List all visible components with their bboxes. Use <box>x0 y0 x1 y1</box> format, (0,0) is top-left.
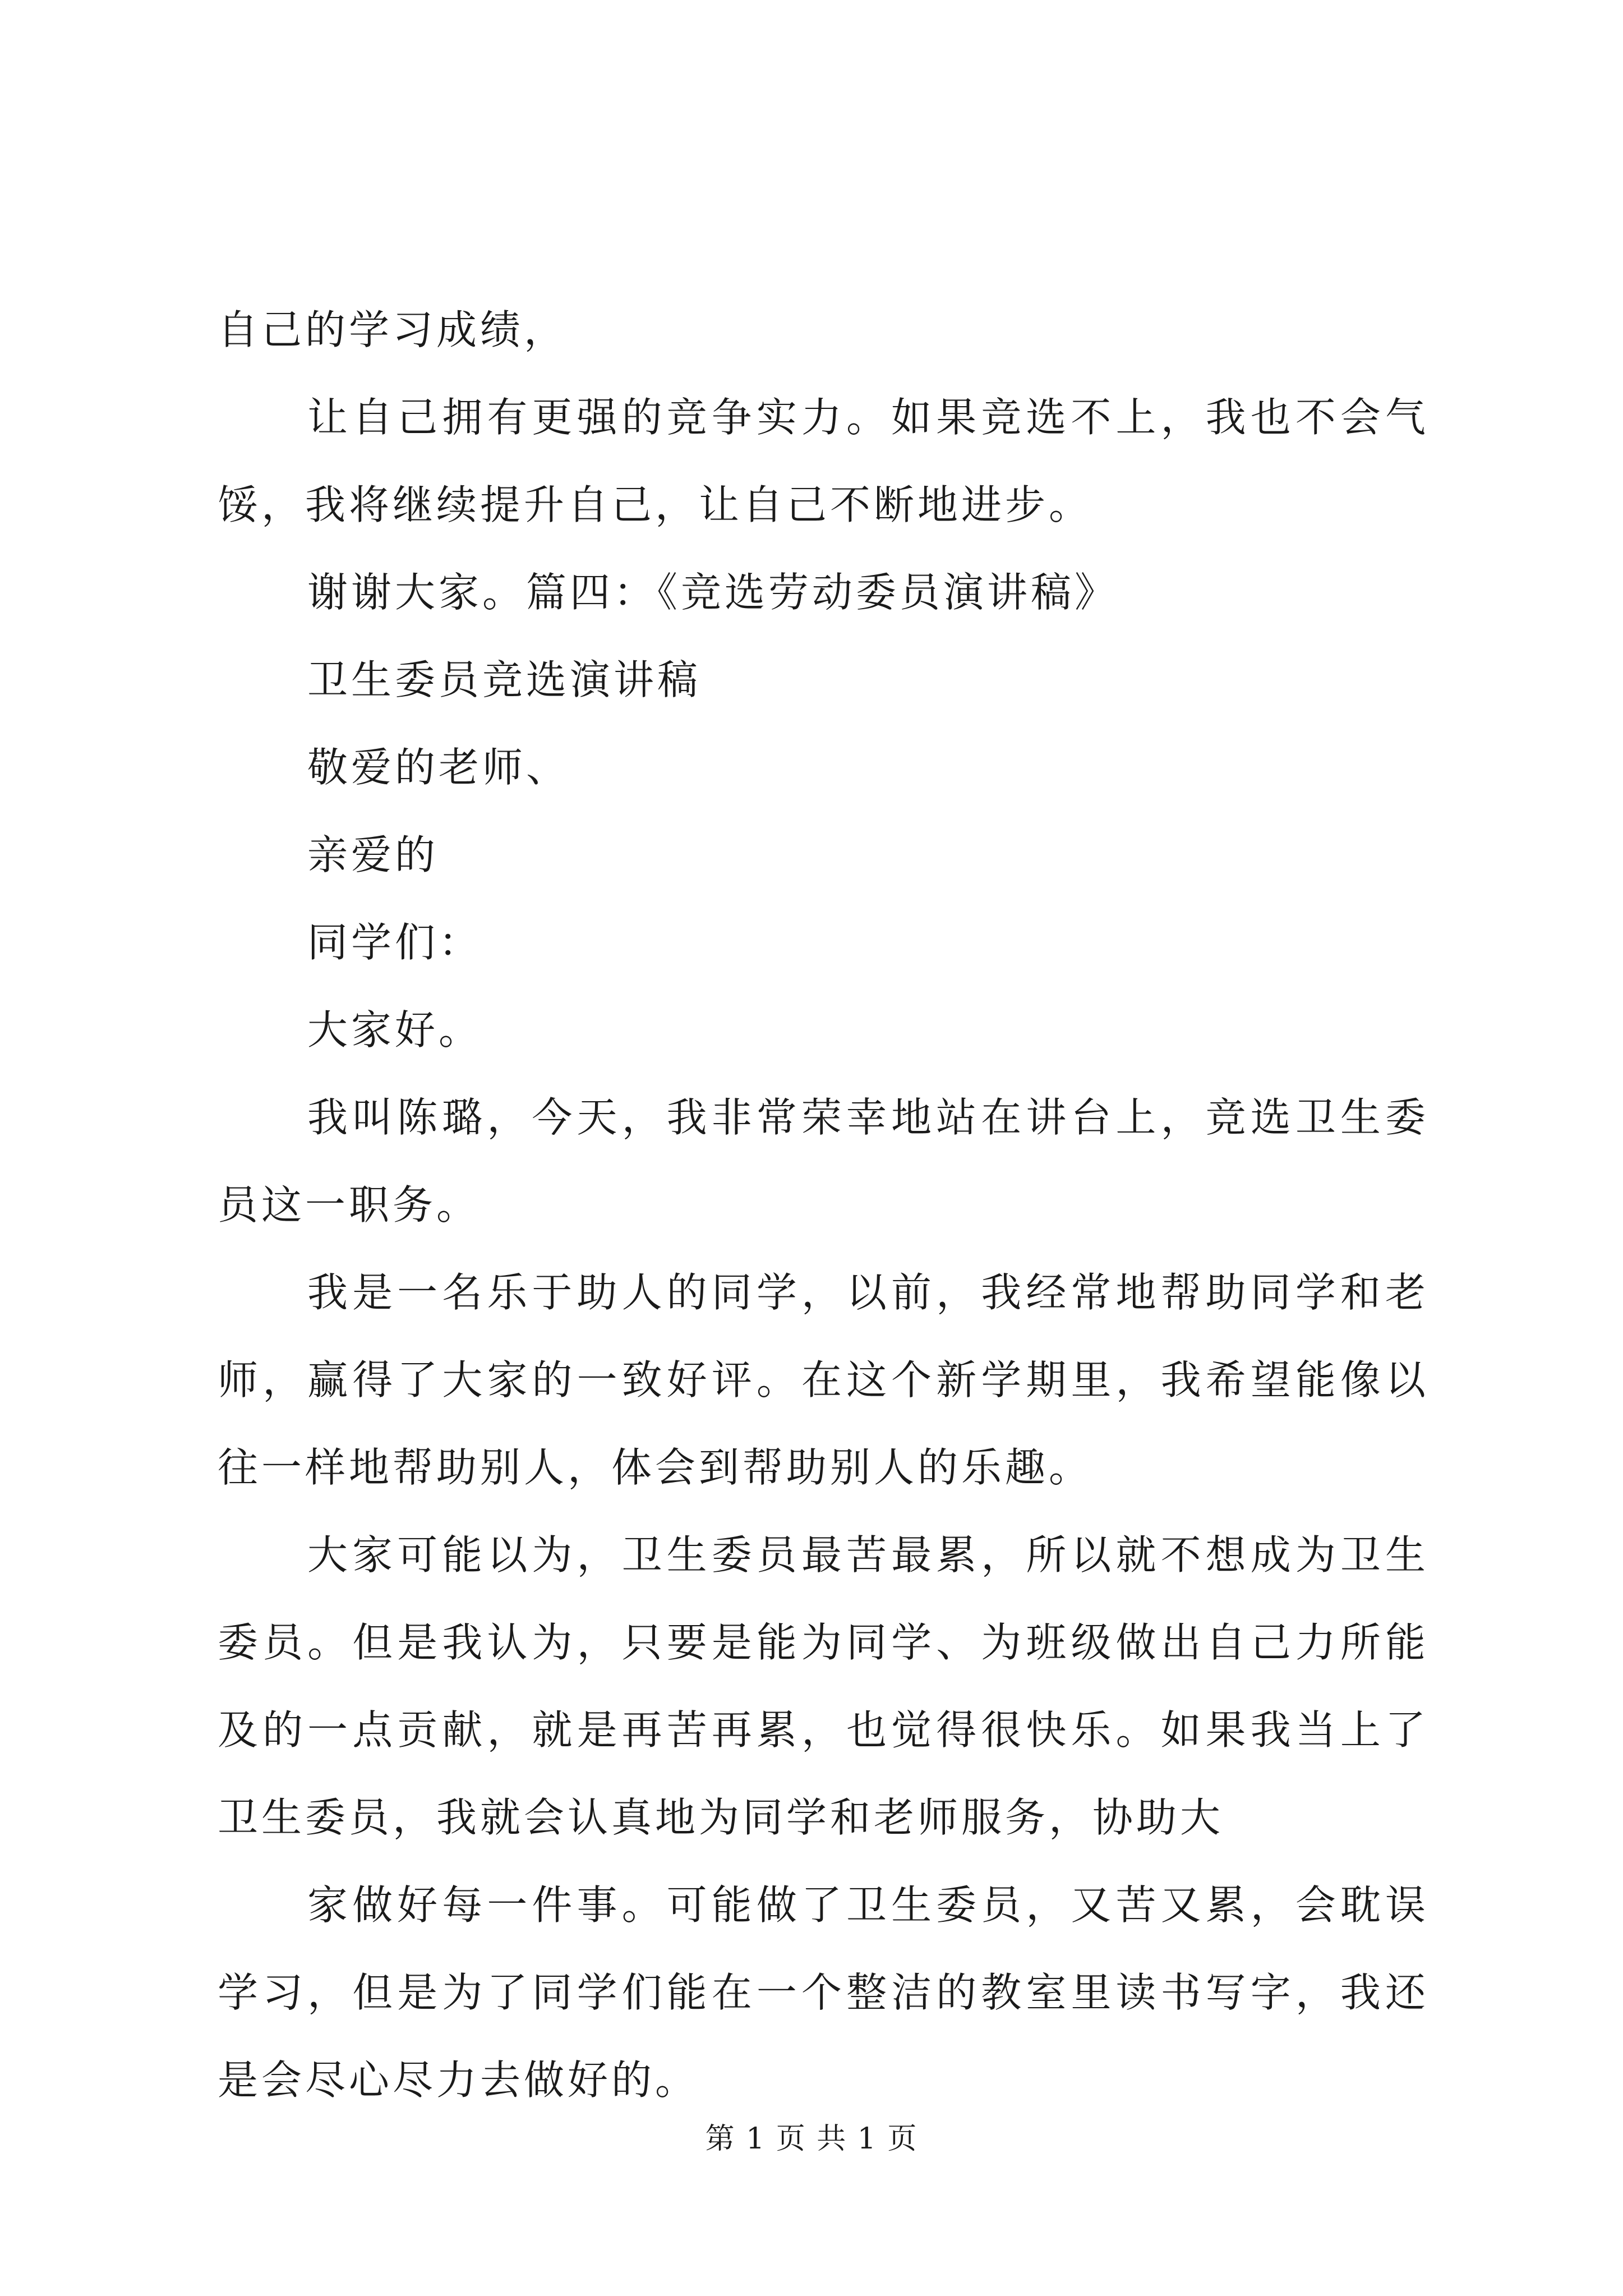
page-footer: 第 1 页 共 1 页 <box>705 2122 918 2156</box>
paragraph: 我是一名乐于助人的同学，以前，我经常地帮助同学和老师，赢得了大家的一致好评。在这个新学期里，我希望能像以往一样地帮助别人，体会到帮助别人的乐趣。 <box>218 1269 1429 1491</box>
paragraph: 大家好。 <box>307 1006 483 1053</box>
paragraph: 我叫陈璐，今天，我非常荣幸地站在讲台上，竞选卫生委员这一职务。 <box>218 1094 1429 1228</box>
paragraph: 同学们： <box>307 919 483 966</box>
paragraph: 家做好每一件事。可能做了卫生委员，又苦又累，会耽误学习，但是为了同学们能在一个整洁的教室里读书写字，我还是会尽心尽力去做好的。 <box>218 1881 1429 2104</box>
paragraph: 让自己拥有更强的竞争实力。如果竞选不上，我也不会气馁，我将继续提升自己，让自己不断地进步。 <box>218 394 1429 528</box>
paragraph: 卫生委员竞选演讲稿 <box>307 656 702 703</box>
paragraph: 大家可能以为，卫生委员最苦最累，所以就不想成为卫生委员。但是我认为，只要是能为同学、为班级做出自己力所能及的一点贡献，就是再苦再累，也觉得很快乐。如果我当上了卫生委员，我就会认真地为同学和老师服务，协助大 <box>218 1531 1429 1841</box>
paragraph: 谢谢大家。篇四：《竞选劳动委员演讲稿》 <box>307 569 1119 616</box>
paragraph: 自己的学习成绩， <box>218 306 568 353</box>
paragraph: 亲爱的 <box>307 831 439 878</box>
paragraph: 敬爱的老师、 <box>307 744 570 791</box>
document-body <box>218 286 1429 2124</box>
